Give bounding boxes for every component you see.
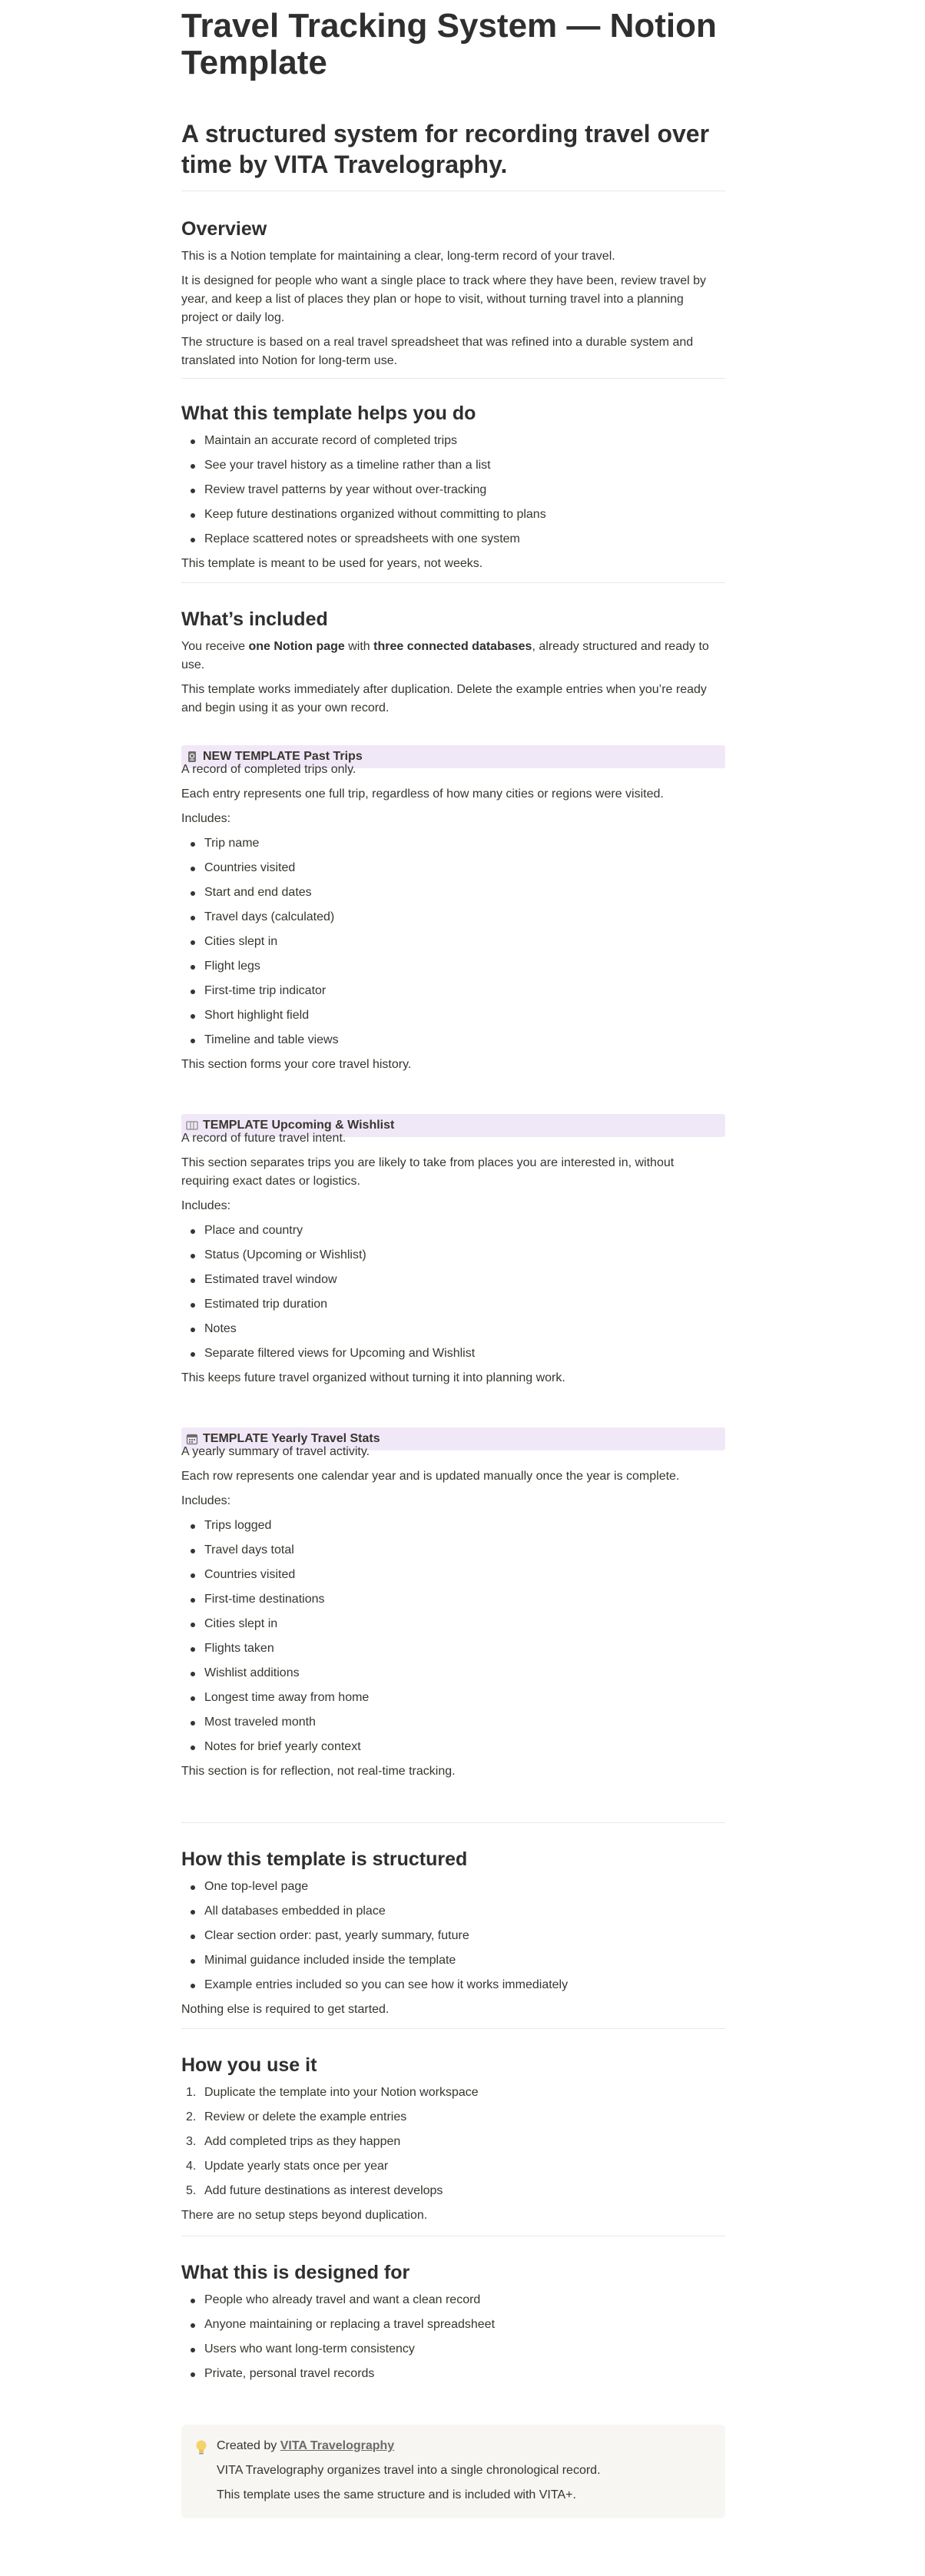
bullet-dot bbox=[191, 1524, 195, 1529]
list-item-text: Review travel patterns by year without over-tracking bbox=[204, 483, 487, 496]
list-item-text: First-time trip indicator bbox=[204, 984, 327, 997]
list-item-text: Start and end dates bbox=[204, 886, 312, 899]
list-item-text: Trips logged bbox=[204, 1519, 272, 1532]
page-subtitle-line-2: time by VITA Travelography. bbox=[181, 151, 508, 178]
text-run: requiring exact dates or logistics. bbox=[181, 1175, 360, 1188]
bullet-dot bbox=[191, 1303, 195, 1308]
list-item-text: Estimated travel window bbox=[204, 1273, 337, 1286]
bullet-dot bbox=[191, 1014, 195, 1019]
included-paragraph-2 bbox=[181, 681, 725, 718]
past-trips-includes-label: Includes: bbox=[181, 812, 231, 825]
text-run: and begin using it as your own record. bbox=[181, 701, 390, 714]
list-item-text: Separate filtered views for Upcoming and Wishlist bbox=[204, 1347, 476, 1360]
bullet-dot bbox=[191, 1672, 195, 1676]
list-item-text: Replace scattered notes or spreadsheets with one system bbox=[204, 532, 520, 545]
overview-heading: Overview bbox=[181, 218, 267, 240]
overview-p3-line-1: The structure is based on a real travel spreadsheet that was refined into a durable system and bbox=[181, 336, 694, 349]
wishlist-footer: This keeps future travel organized without turning it into planning work. bbox=[181, 1371, 565, 1384]
item-number: 2. bbox=[186, 2110, 197, 2123]
divider bbox=[181, 2028, 725, 2029]
list-item-text: Status (Upcoming or Wishlist) bbox=[204, 1248, 366, 1261]
structure-footer: Nothing else is required to get started. bbox=[181, 2003, 390, 2016]
divider bbox=[181, 582, 725, 583]
past-trips-description-2: Each entry represents one full trip, regardless of how many cities or regions were visited. bbox=[181, 787, 664, 801]
bullet-dot bbox=[191, 538, 195, 542]
bold-text: three connected databases bbox=[373, 640, 532, 653]
list-item-text: Cities slept in bbox=[204, 935, 278, 948]
wishlist-description-2 bbox=[181, 1154, 725, 1191]
bullet-dot bbox=[191, 1696, 195, 1701]
list-item-text: Example entries included so you can see how it works immediately bbox=[204, 1978, 569, 1991]
bullet-dot bbox=[191, 891, 195, 896]
overview-p2-line-1: It is designed for people who want a single place to track where they have been, review travel by bbox=[181, 274, 707, 287]
included-paragraph-1 bbox=[181, 638, 725, 675]
item-number: 1. bbox=[186, 2086, 197, 2099]
usage-footer: There are no setup steps beyond duplication. bbox=[181, 2209, 428, 2222]
item-number: 5. bbox=[186, 2184, 197, 2197]
bullet-dot bbox=[191, 867, 195, 871]
list-item-text: Travel days total bbox=[204, 1543, 294, 1557]
list-item-text: Keep future destinations organized without committing to plans bbox=[204, 508, 546, 521]
past-trips-footer: This section forms your core travel history. bbox=[181, 1058, 412, 1071]
page-title-line-1: Travel Tracking System — Notion bbox=[181, 7, 717, 45]
past-trips-label: NEW TEMPLATE Past Trips bbox=[203, 750, 363, 763]
overview-paragraph-3 bbox=[181, 333, 725, 370]
list-item-text: Clear section order: past, yearly summary, future bbox=[204, 1929, 469, 1942]
list-item-text: Estimated trip duration bbox=[204, 1298, 328, 1311]
item-number: 3. bbox=[186, 2135, 197, 2148]
bullet-dot bbox=[191, 1647, 195, 1652]
list-item-text: Countries visited bbox=[204, 861, 296, 874]
list-item-text: Flight legs bbox=[204, 960, 260, 973]
list-item-text: Add completed trips as they happen bbox=[204, 2135, 401, 2148]
text-run: , already structured and ready to bbox=[532, 640, 709, 653]
divider bbox=[181, 378, 725, 379]
lightbulb-icon bbox=[194, 2438, 209, 2457]
bullet-dot bbox=[191, 1885, 195, 1890]
bullet-dot bbox=[191, 916, 195, 920]
structure-heading: How this template is structured bbox=[181, 1848, 468, 1870]
list-item-text: Countries visited bbox=[204, 1568, 296, 1581]
designed-heading: What this is designed for bbox=[181, 2262, 410, 2283]
bullet-dot bbox=[191, 842, 195, 847]
list-item-text: Wishlist additions bbox=[204, 1666, 300, 1679]
text-run: This template works immediately after duplication. Delete the example entries when you’re ready bbox=[181, 683, 707, 696]
list-item-text: Users who want long-term consistency bbox=[204, 2342, 415, 2356]
bullet-dot bbox=[191, 1959, 195, 1964]
bullet-dot bbox=[191, 464, 195, 469]
yearly-includes-label: Includes: bbox=[181, 1494, 231, 1507]
callout-created-line bbox=[217, 2437, 394, 2455]
list-item-text: First-time destinations bbox=[204, 1593, 325, 1606]
bullet-dot bbox=[191, 439, 195, 444]
bullet-dot bbox=[191, 1910, 195, 1915]
list-item-text: Cities slept in bbox=[204, 1617, 278, 1630]
bullet-dot bbox=[191, 1229, 195, 1234]
list-item-text: People who already travel and want a clean record bbox=[204, 2293, 481, 2306]
overview-p3-line-2: translated into Notion for long-term use. bbox=[181, 354, 398, 367]
bullet-dot bbox=[191, 513, 195, 518]
list-item-text: Anyone maintaining or replacing a travel spreadsheet bbox=[204, 2318, 496, 2331]
list-item-text: Notes bbox=[204, 1322, 237, 1335]
yearly-stats-label: TEMPLATE Yearly Travel Stats bbox=[203, 1432, 380, 1445]
bullet-dot bbox=[191, 1278, 195, 1283]
credits-callout bbox=[181, 2425, 725, 2518]
list-item-text: Notes for brief yearly context bbox=[204, 1740, 361, 1753]
vita-travelography-link[interactable]: VITA Travelography bbox=[280, 2439, 395, 2452]
list-item-text: Longest time away from home bbox=[204, 1691, 370, 1704]
bullet-dot bbox=[191, 2348, 195, 2352]
page-subtitle-line-1: A structured system for recording travel over bbox=[181, 120, 710, 148]
callout-line-3: This template uses the same structure and is included with VITA+. bbox=[217, 2488, 576, 2501]
list-item-text: Most traveled month bbox=[204, 1716, 316, 1729]
list-item-text: Place and country bbox=[204, 1224, 303, 1237]
list-item-text: Flights taken bbox=[204, 1642, 274, 1655]
bullet-dot bbox=[191, 489, 195, 493]
page-title bbox=[181, 8, 765, 81]
text-run: with bbox=[344, 640, 374, 653]
bullet-dot bbox=[191, 1721, 195, 1726]
usage-heading: How you use it bbox=[181, 2054, 317, 2076]
list-item-text: Timeline and table views bbox=[204, 1033, 339, 1046]
page-subtitle bbox=[181, 118, 719, 180]
text-run: This section separates trips you are likely to take from places you are interested in, without bbox=[181, 1156, 675, 1169]
text-run: use. bbox=[181, 658, 205, 671]
list-item-text: Short highlight field bbox=[204, 1009, 310, 1022]
list-item-text: Review or delete the example entries bbox=[204, 2110, 407, 2123]
helps-heading: What this template helps you do bbox=[181, 403, 476, 424]
list-item-text: See your travel history as a timeline rather than a list bbox=[204, 459, 491, 472]
bullet-dot bbox=[191, 1598, 195, 1603]
past-trips-description: A record of completed trips only. bbox=[181, 763, 356, 776]
yearly-description-2: Each row represents one calendar year and is updated manually once the year is complete. bbox=[181, 1470, 680, 1483]
bullet-dot bbox=[191, 2323, 195, 2328]
yearly-footer: This section is for reflection, not real-time tracking. bbox=[181, 1765, 456, 1778]
bullet-dot bbox=[191, 2299, 195, 2303]
overview-paragraph-2 bbox=[181, 272, 725, 327]
wishlist-includes-label: Includes: bbox=[181, 1199, 231, 1212]
bullet-dot bbox=[191, 1352, 195, 1357]
page-title-line-2: Template bbox=[181, 44, 327, 81]
bullet-dot bbox=[191, 1254, 195, 1258]
yearly-description: A yearly summary of travel activity. bbox=[181, 1445, 370, 1458]
list-item-text: Add future destinations as interest develops bbox=[204, 2184, 443, 2197]
list-item-text: Trip name bbox=[204, 837, 260, 850]
bullet-dot bbox=[191, 1549, 195, 1553]
text-run: Created by bbox=[217, 2439, 280, 2452]
helps-footer: This template is meant to be used for years, not weeks. bbox=[181, 557, 483, 570]
bullet-dot bbox=[191, 1573, 195, 1578]
overview-paragraph-1: This is a Notion template for maintaining a clear, long-term record of your travel. bbox=[181, 250, 615, 263]
list-item-text: One top-level page bbox=[204, 1880, 309, 1893]
list-item-text: Maintain an accurate record of completed trips bbox=[204, 434, 458, 447]
bullet-dot bbox=[191, 1934, 195, 1939]
divider bbox=[181, 1822, 725, 1823]
item-number: 4. bbox=[186, 2160, 197, 2173]
bullet-dot bbox=[191, 940, 195, 945]
list-item-text: Update yearly stats once per year bbox=[204, 2160, 389, 2173]
list-item-text: All databases embedded in place bbox=[204, 1905, 386, 1918]
wishlist-description: A record of future travel intent. bbox=[181, 1132, 346, 1145]
bold-text: one Notion page bbox=[248, 640, 345, 653]
overview-p2-line-3: project or daily log. bbox=[181, 311, 285, 324]
list-item-text: Private, personal travel records bbox=[204, 2367, 375, 2380]
bullet-dot bbox=[191, 990, 195, 994]
bullet-dot bbox=[191, 1328, 195, 1332]
bullet-dot bbox=[191, 1746, 195, 1750]
text-run: You receive bbox=[181, 640, 249, 653]
bullet-dot bbox=[191, 965, 195, 970]
list-item-text: Travel days (calculated) bbox=[204, 910, 335, 923]
list-item-text: Duplicate the template into your Notion workspace bbox=[204, 2086, 479, 2099]
wishlist-label: TEMPLATE Upcoming & Wishlist bbox=[203, 1119, 395, 1132]
bullet-dot bbox=[191, 1984, 195, 1988]
bullet-dot bbox=[191, 1039, 195, 1043]
included-heading: What’s included bbox=[181, 608, 328, 630]
overview-p2-line-2: year, and keep a list of places they plan or hope to visit, without turning travel into a planning bbox=[181, 293, 684, 306]
bullet-dot bbox=[191, 1623, 195, 1627]
callout-line-2: VITA Travelography organizes travel into a single chronological record. bbox=[217, 2464, 601, 2477]
bullet-dot bbox=[191, 2372, 195, 2377]
list-item-text: Minimal guidance included inside the template bbox=[204, 1954, 456, 1967]
